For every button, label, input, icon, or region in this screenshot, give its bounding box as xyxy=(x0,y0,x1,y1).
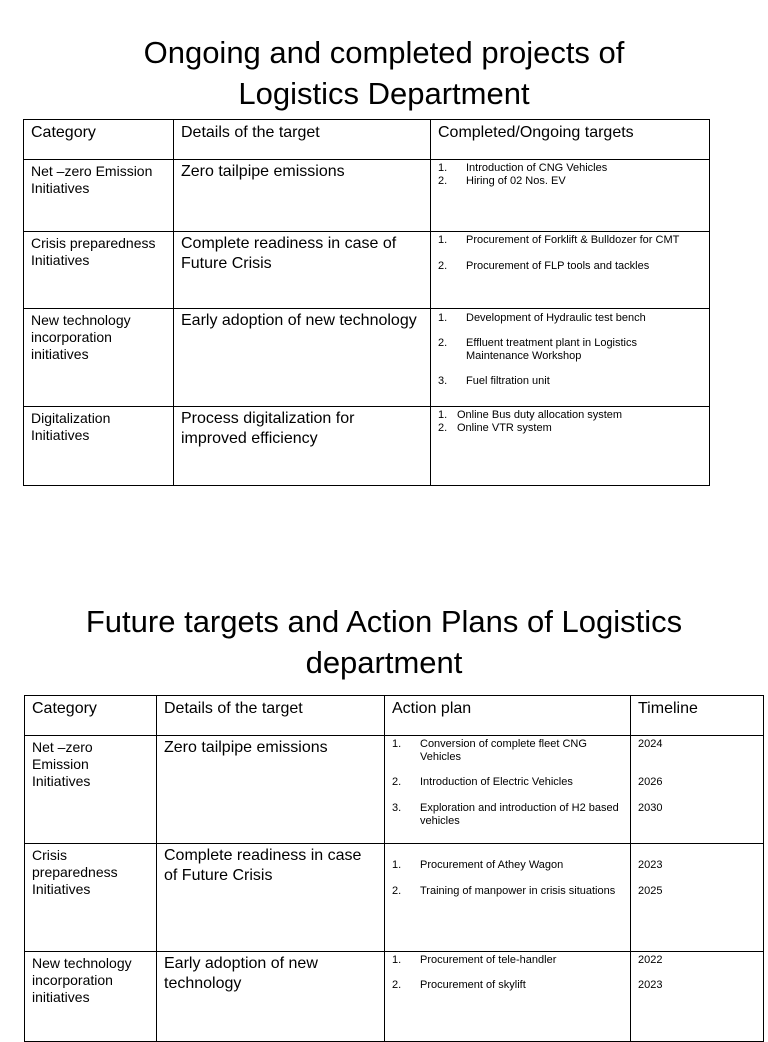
details-cell: Zero tailpipe emissions xyxy=(174,160,431,232)
action-plan-list xyxy=(392,738,623,828)
list-item: 2. Procurement of FLP tools and tackles xyxy=(438,260,650,272)
list-item: 2. Introduction of Electric Vehicles xyxy=(392,776,573,788)
header-category: Category xyxy=(25,696,157,736)
timeline-year: 2025 xyxy=(638,885,663,897)
details-cell: Process digitalization for improved efficiency xyxy=(174,407,431,486)
table-header-row xyxy=(24,120,710,160)
list-item: 1. Procurement of Forklift & Bulldozer for CMT xyxy=(438,234,680,246)
timeline-year: 2030 xyxy=(638,802,663,814)
list-item: 1. Procurement of tele-handler xyxy=(392,954,557,966)
targets-list xyxy=(438,409,702,435)
category-cell: Net –zero Emission Initiatives xyxy=(25,736,157,844)
list-item: 1. Introduction of CNG Vehicles xyxy=(438,162,608,174)
timeline-year: 2023 xyxy=(638,859,663,871)
targets-cell xyxy=(431,160,710,232)
targets-list xyxy=(438,312,702,388)
category-cell: New technology incorporation initiatives xyxy=(25,952,157,1042)
timeline-cell xyxy=(631,952,764,1042)
future-targets-table xyxy=(24,695,764,1042)
list-item: 2. Training of manpower in crisis situations xyxy=(392,885,616,897)
section1-title xyxy=(0,32,768,114)
timeline-year: 2023 xyxy=(638,979,663,991)
timeline-cell xyxy=(631,844,764,952)
header-timeline: Timeline xyxy=(631,696,764,736)
list-item: 2. Procurement of skylift xyxy=(392,979,526,991)
list-item: 3. Exploration and introduction of H2 based vehicles xyxy=(392,802,619,827)
action-plan-cell xyxy=(385,736,631,844)
details-cell: Complete readiness in case of Future Crisis xyxy=(174,232,431,309)
timeline-year: 2022 xyxy=(638,954,663,966)
ongoing-projects-table xyxy=(23,119,710,486)
targets-list xyxy=(438,162,702,188)
table-row xyxy=(25,952,764,1042)
action-plan-cell xyxy=(385,952,631,1042)
timeline-year: 2026 xyxy=(638,776,663,788)
table-row xyxy=(25,736,764,844)
category-cell: New technology incorporation initiatives xyxy=(24,309,174,407)
category-cell: Digitalization Initiatives xyxy=(24,407,174,486)
section2-title xyxy=(0,601,768,683)
section1-title-line1: Ongoing and completed projects of xyxy=(143,35,625,70)
category-cell: Net –zero Emission Initiatives xyxy=(24,160,174,232)
header-completed-ongoing: Completed/Ongoing targets xyxy=(431,120,710,160)
section2-title-line2: department xyxy=(305,645,463,680)
list-item: 1. Online Bus duty allocation system xyxy=(438,409,623,421)
timeline-year: 2024 xyxy=(638,738,663,750)
list-item: 2. Online VTR system xyxy=(438,422,552,434)
table-row xyxy=(24,160,710,232)
action-plan-cell xyxy=(385,844,631,952)
details-cell: Early adoption of new technology xyxy=(157,952,385,1042)
table-row xyxy=(25,844,764,952)
list-item: 1. Conversion of complete fleet CNG Vehicles xyxy=(392,738,587,763)
table-row xyxy=(24,407,710,486)
list-item: 1. Development of Hydraulic test bench xyxy=(438,312,646,324)
targets-cell xyxy=(431,232,710,309)
action-plan-list xyxy=(392,954,623,992)
list-item: 2. Hiring of 02 Nos. EV xyxy=(438,175,566,187)
details-cell: Complete readiness in case of Future Crisis xyxy=(157,844,385,952)
targets-cell xyxy=(431,309,710,407)
header-category: Category xyxy=(24,120,174,160)
section1-title-line2: Logistics Department xyxy=(238,76,530,111)
table-row xyxy=(24,309,710,407)
list-item: 3. Fuel filtration unit xyxy=(438,375,550,387)
section2-title-line1: Future targets and Action Plans of Logistics xyxy=(85,604,683,639)
table-row xyxy=(24,232,710,309)
category-cell: Crisis preparedness Initiatives xyxy=(24,232,174,309)
timeline-cell xyxy=(631,736,764,844)
list-item: 2. Effluent treatment plant in Logistics Maintenance Workshop xyxy=(438,337,638,362)
targets-list xyxy=(438,234,702,273)
list-item: 1. Procurement of Athey Wagon xyxy=(392,859,564,871)
targets-cell xyxy=(431,407,710,486)
header-details: Details of the target xyxy=(174,120,431,160)
table-header-row xyxy=(25,696,764,736)
details-cell: Early adoption of new technology xyxy=(174,309,431,407)
category-cell: Crisis preparedness Initiatives xyxy=(25,844,157,952)
details-cell: Zero tailpipe emissions xyxy=(157,736,385,844)
header-action-plan: Action plan xyxy=(385,696,631,736)
header-details: Details of the target xyxy=(157,696,385,736)
action-plan-list xyxy=(392,859,623,898)
